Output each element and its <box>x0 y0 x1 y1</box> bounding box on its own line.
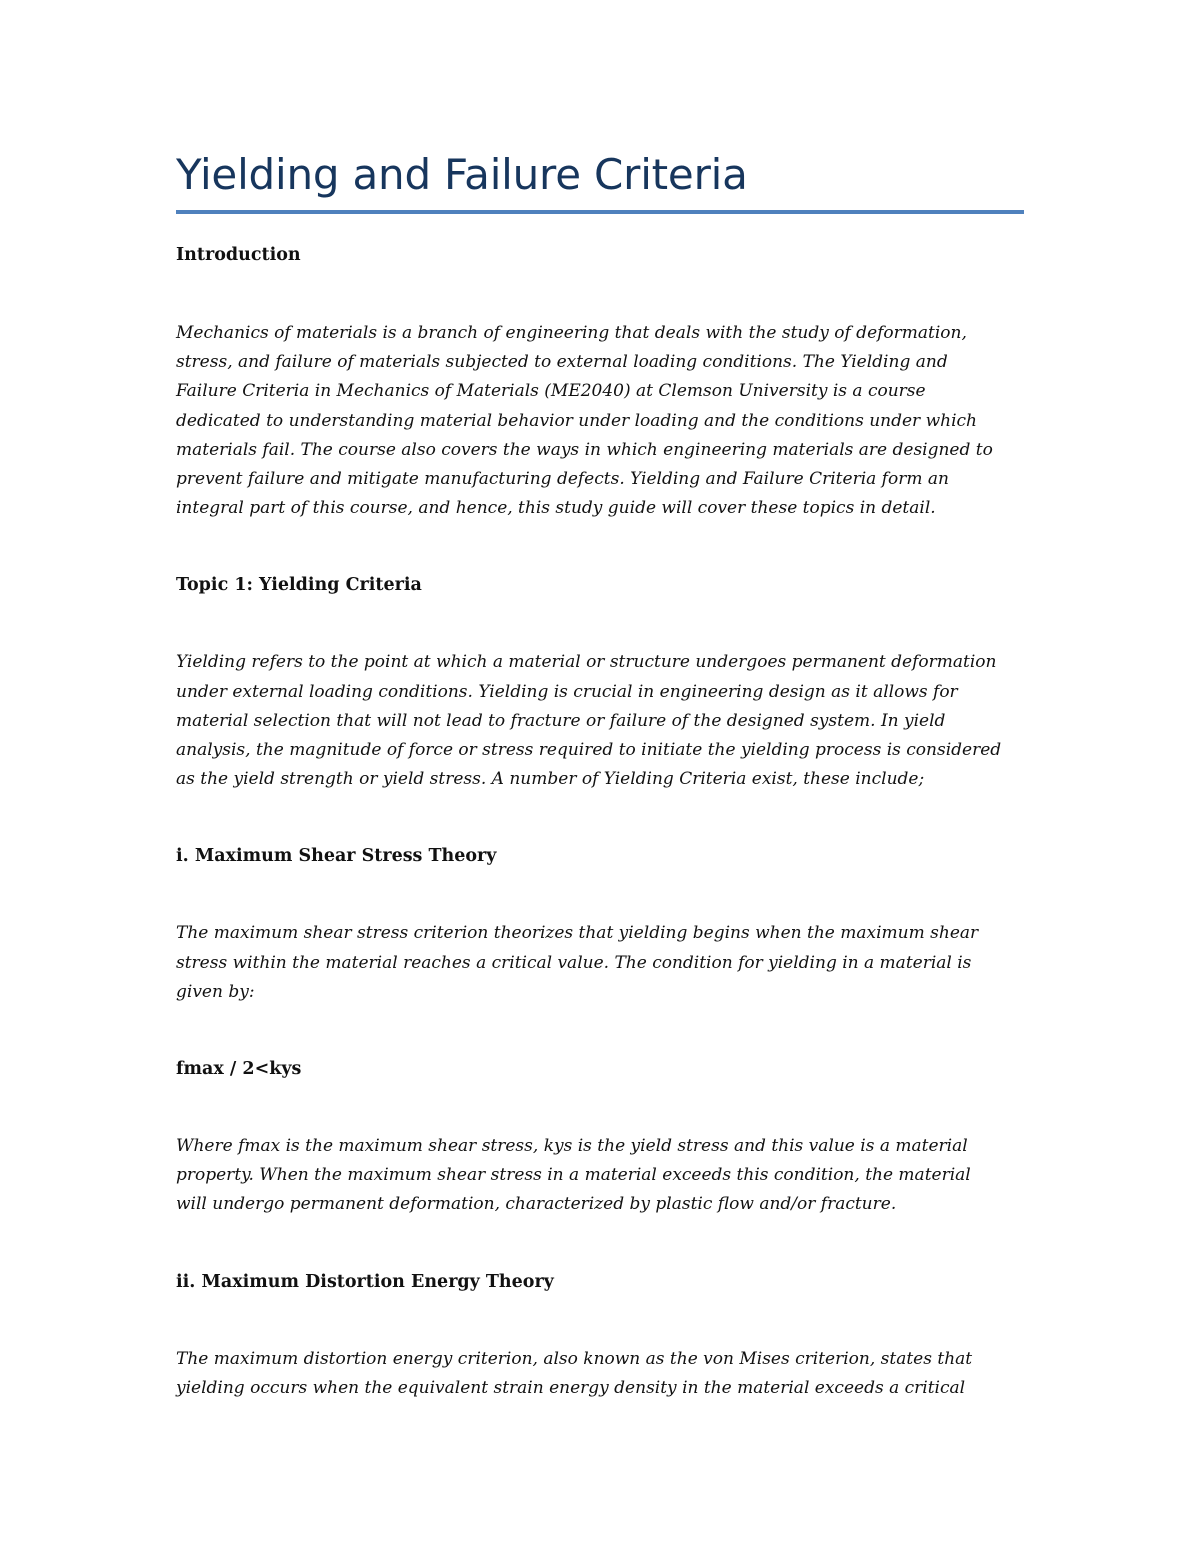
paragraph-line: analysis, the magnitude of force or stress required to initiate the yielding process is considered <box>176 740 1002 761</box>
page-title: Yielding and Failure Criteria <box>176 150 748 199</box>
paragraph-line: stress within the material reaches a critical value. The condition for yielding in a material is <box>176 952 972 973</box>
paragraph-line: materials fail. The course also covers the ways in which engineering materials are designed to <box>176 439 993 460</box>
paragraph-line: dedicated to understanding material behavior under loading and the conditions under which <box>176 410 977 431</box>
formula-explanation-paragraph <box>176 1132 1024 1220</box>
paragraph-line: material selection that will not lead to fracture or failure of the designed system. In yield <box>176 710 946 731</box>
paragraph-line: yielding occurs when the equivalent strain energy density in the material exceeds a critical <box>176 1377 966 1398</box>
max-shear-stress-paragraph <box>176 919 1024 1007</box>
section-heading-max-shear-stress: i. Maximum Shear Stress Theory <box>176 846 497 867</box>
paragraph-line: Failure Criteria in Mechanics of Materials (ME2040) at Clemson University is a course <box>176 381 926 402</box>
document-body <box>176 146 1024 1403</box>
section-heading-max-distortion-energy: ii. Maximum Distortion Energy Theory <box>176 1271 554 1292</box>
paragraph-line: will undergo permanent deformation, characterized by plastic flow and/or fracture. <box>176 1194 897 1215</box>
paragraph-line: Mechanics of materials is a branch of engineering that deals with the study of deformation, <box>176 323 967 343</box>
section-heading-topic-1: Topic 1: Yielding Criteria <box>176 575 422 596</box>
paragraph-line: given by: <box>176 981 255 1002</box>
paragraph-line: as the yield strength or yield stress. A number of Yielding Criteria exist, these include; <box>176 769 925 790</box>
topic-1-paragraph <box>176 648 1024 794</box>
formula: fmax / 2<kys <box>176 1059 302 1080</box>
introduction-paragraph <box>176 319 1024 523</box>
paragraph-line: integral part of this course, and hence, this study guide will cover these topics in detail. <box>176 498 936 519</box>
title-underline <box>176 210 1024 214</box>
paragraph-line: The maximum shear stress criterion theorizes that yielding begins when the maximum shear <box>176 923 979 944</box>
paragraph-line: Where fmax is the maximum shear stress, kys is the yield stress and this value is a material <box>176 1136 968 1157</box>
paragraph-line: Yielding refers to the point at which a material or structure undergoes permanent deformation <box>176 652 997 673</box>
max-distortion-energy-paragraph <box>176 1345 1024 1403</box>
paragraph-line: prevent failure and mitigate manufacturing defects. Yielding and Failure Criteria form an <box>176 469 949 490</box>
paragraph-line: property. When the maximum shear stress in a material exceeds this condition, the material <box>176 1165 971 1186</box>
paragraph-line: stress, and failure of materials subjected to external loading conditions. The Yielding and <box>176 352 948 373</box>
paragraph-line: under external loading conditions. Yielding is crucial in engineering design as it allows for <box>176 681 958 702</box>
paragraph-line: The maximum distortion energy criterion, also known as the von Mises criterion, states that <box>176 1348 973 1369</box>
section-heading-introduction: Introduction <box>176 245 301 265</box>
